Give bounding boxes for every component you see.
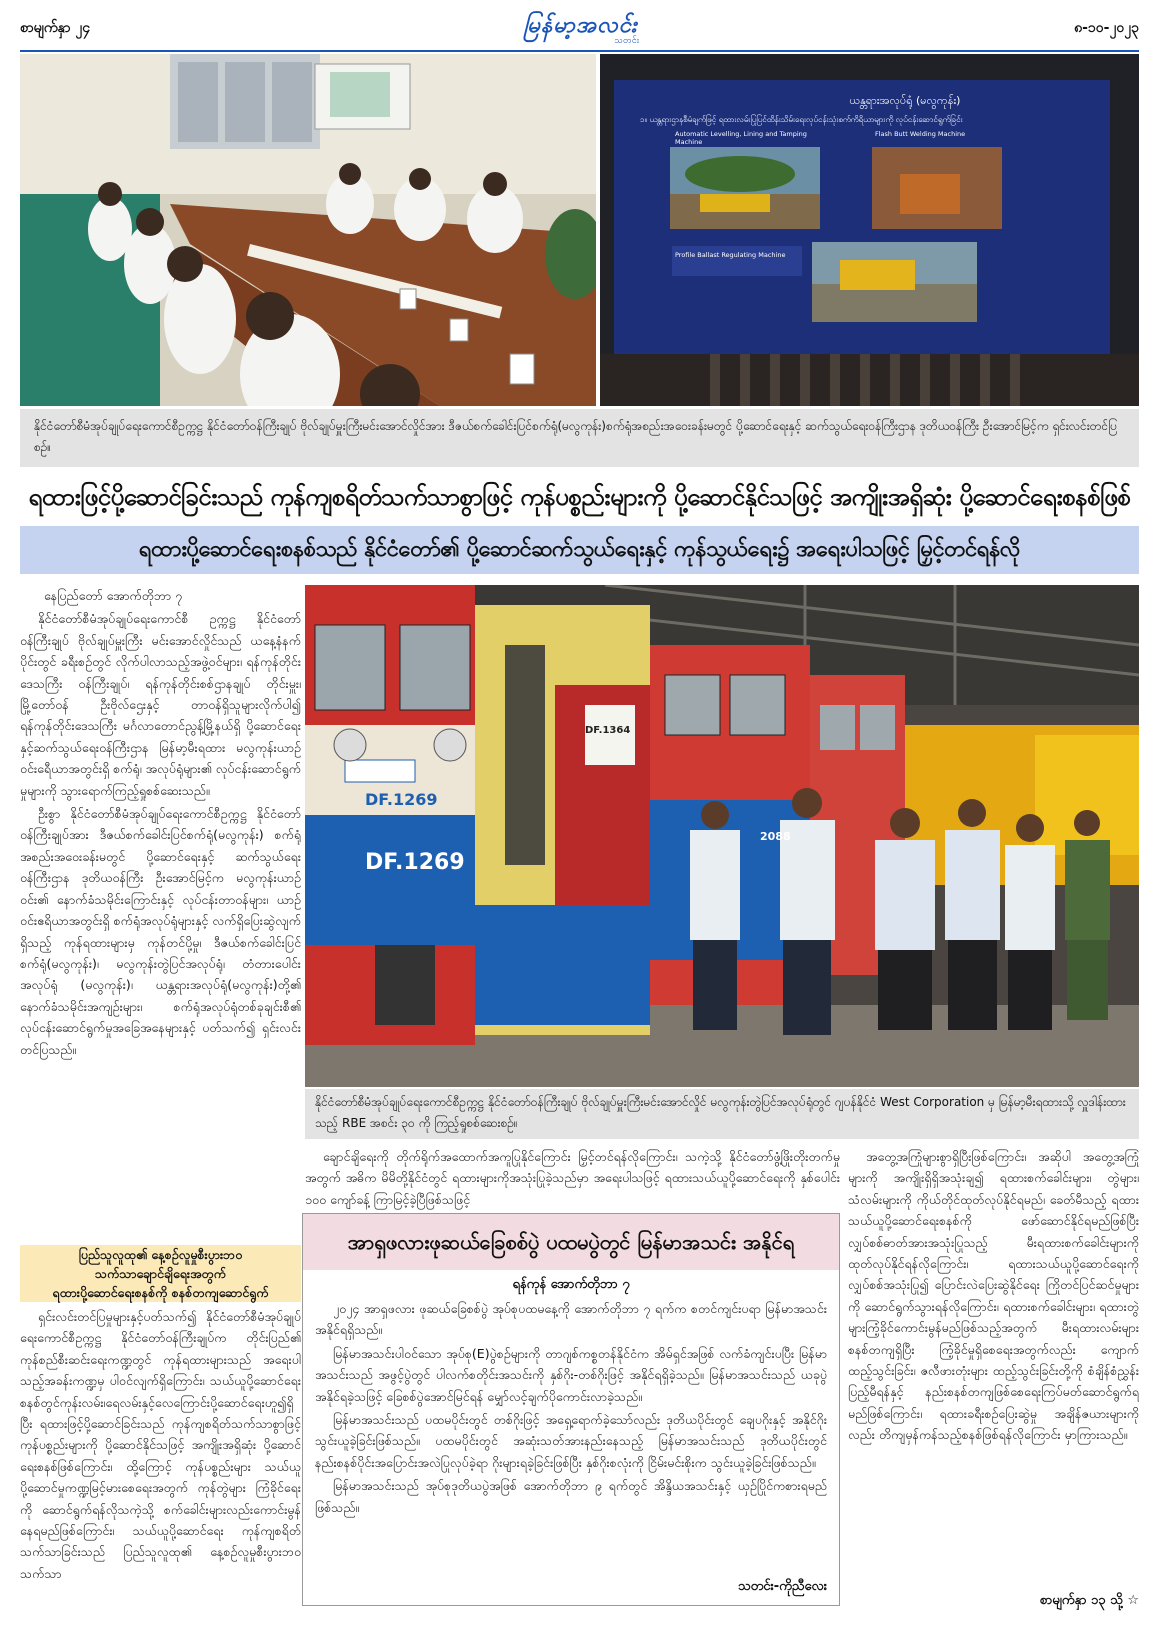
loco-number: DF.1269	[365, 850, 465, 875]
masthead-logo	[518, 10, 643, 46]
headline-secondary: ရထားပို့ဆောင်ရေးစနစ်သည် နိုင်ငံတော်၏ ပို့ဆောင်ဆက်သွယ်ရေးနှင့် ကုန်သွယ်ရေး၌ အရေးပါသဖြင့် မြှင့်တင်ရန်လို	[20, 526, 1139, 574]
headline-primary: ရထားဖြင့်ပို့ဆောင်ခြင်းသည် ကုန်ကျစရိတ်သက်သာစွာဖြင့် ကုန်ပစ္စည်းများကို ပို့ဆောင်နိုင်သဖြင့် အကျိုးအရှိဆုံး ပို့ဆောင်ရေးစနစ်ဖြစ်	[28, 483, 1131, 511]
meeting-photo	[20, 54, 596, 406]
slide-box3-label: Profile Ballast Regulating Machine	[675, 251, 786, 259]
article-paragraph: ရှင်းလင်းတင်ပြမှုများနှင့်ပတ်သက်၍ နိုင်ငံတော်စီမံအုပ်ချုပ်ရေးကောင်စီဥက္ကဋ္ဌ နိုင်ငံတော်ဝန်ကြီးချုပ်က တိုင်းပြည်၏ ကုန်စည်စီးဆင်းရေးကဏ္ဍတွင် ကုန်ရထားများသည် အရေးပါသည့်အခန်းကဏ္ဍမှ ပါဝင်လျက်ရှိကြောင်း၊ သယ်ယူပို့ဆောင်ရေးစနစ်တွင်ကုန်းလမ်း၊ရေလမ်းနှင့်လေကြောင်းပို့ဆောင်ရေးဟူ၍ရှိပြီး ရထားဖြင့်ပို့ဆောင်ခြင်းသည် ကုန်ကျစရိတ်သက်သာစွာဖြင့် ကုန်ပစ္စည်းများကို ပို့ဆောင်နိုင်သဖြင့် အကျိုးအရှိဆုံး ပို့ဆောင်ရေးစနစ်ဖြစ်ကြောင်း၊ ထို့ကြောင့် ကုန်ပစ္စည်းများ သယ်ယူပို့ဆောင်မှုကဏ္ဍမြင့်မားစေရေးအတွက် ကုန်တွဲများ ကြံခိုင်ရေးကို ဆောင်ရွက်ရန်လိုသကဲ့သို့ စက်ခေါင်းများလည်းကောင်းမွန်နေရမည်ဖြစ်ကြောင်း၊ သယ်ယူပို့ဆောင်ရေး ကုန်ကျစရိတ်သက်သာခြင်းသည် ပြည်သူလူထု၏ နေ့စဉ်လူမှုစီးပွားဘဝ သက်သာ	[20, 1309, 301, 1581]
article-left-column-continued	[20, 1306, 301, 1610]
presentation-photo	[600, 54, 1139, 406]
slide-title: ယန္တရားအလုပ်ရုံ (မလွကုန်း)	[849, 94, 961, 107]
locomotive-inspection-photo	[305, 585, 1139, 1087]
football-article-dateline: ရန်ကုန် အောက်တိုဘာ ၇	[512, 1277, 630, 1292]
slide-lead: ၁။ ယန္တရားဌာနစီမံချက်ဖြင့် ရထားလမ်းပြုပြင်ထိန်းသိမ်းရေးလုပ်ငန်းသုံးစက်ကိရိယာများကို လုပ်ငန်းဆောင်ရွက်ခြင်း	[640, 115, 963, 124]
article-middle-column	[305, 1146, 840, 1210]
article-left-column	[20, 585, 301, 1243]
article-right-column	[848, 1146, 1139, 1588]
football-article-body	[315, 1298, 827, 1520]
subheading-line: ရထားပို့ဆောင်ရေးစနစ်ကို စနစ်တကျဆောင်ရွက်	[52, 1285, 269, 1300]
loco-number: DF.1364	[585, 725, 631, 736]
article-paragraph: အတွေ့အကြုံများစွာရှိပြီးဖြစ်ကြောင်း၊ အဆိုပါ အတွေ့အကြုံများကို အကျိုးရှိရှိအသုံးချ၍ ရထားစက်ခေါင်းများ၊ တွဲများ၊ သံလမ်းများကို ကိုယ်တိုင်ထုတ်လုပ်နိုင်ရမည်၊ ခေတ်မီသည့် ရထားသယ်ယူပို့ဆောင်ရေးစနစ်ကို ဖော်ဆောင်နိုင်ရမည်ဖြစ်ပြီး လျှပ်စစ်ဓာတ်အားအသုံးပြုသည့် မီးရထားစက်ခေါင်းများကို ထုတ်လုပ်နိုင်ရန်လိုကြောင်း၊ ရထားသယ်ယူပို့ဆောင်ရေးကို လျှပ်စစ်အသုံးပြု၍ ပြောင်းလဲပြေးဆွဲနိုင်ရေး ကြိုတင်ပြင်ဆင်မှုများကို ဆောင်ရွက်သွားရန်လိုကြောင်း၊ ရထားစက်ခေါင်းများ၊ ရထားတွဲများကြံ့ခိုင်ကောင်းမွန်မည်ဖြစ်သည့်အတွက် မီးရထားလမ်းများ စနစ်တကျရှိပြီး ကြံ့ခိုင်မှုရှိစေရေးအတွက်လည်း ကျောက်ထည့်သွင်းခြင်း၊ ဇလီဖားတုံးများ ထည့်သွင်းခြင်းတို့ကို စံချိန်စံညွှန်းပြည့်မီရန်နှင့် နည်းစနစ်တကျဖြစ်စေရေးကြပ်မတ်ဆောင်ရွက်ရမည်ဖြစ်ကြောင်း၊ ရထားခရီးစဉ်ပြေးဆွဲမှု အချိန်ဇယားများကိုလည်း တိကျမှန်ကန်သည့်စနစ်ဖြစ်ရန်လိုကြောင်း မှာကြားသည်။	[848, 1149, 1139, 1443]
article-paragraph: မြန်မာအသင်းသည် အုပ်စုဒုတိယပွဲအဖြစ် အောက်တိုဘာ ၉ ရက်တွင် အိန္ဒိယအသင်းနှင့် ယှဉ်ပြိုင်ကစားရမည်ဖြစ်သည်။	[315, 1478, 827, 1515]
article-paragraph: မြန်မာအသင်းပါဝင်သော အုပ်စု(E)ပွဲစဉ်များကို တာဂျစ်ကစ္စတန်နိုင်ငံက အိမ်ရှင်အဖြစ် လက်ခံကျင်းပပြီး မြန်မာအသင်းသည် အဖွင့်ပွဲတွင် ပါလက်စတိုင်းအသင်းကို နှစ်ဂိုး-တစ်ဂိုးဖြင့် အနိုင်ရရှိခဲ့သည်။ မြန်မာအသင်းသည် ယခုပွဲအနိုင်ရခဲ့သဖြင့် ခြေစစ်ပွဲအောင်မြင်ရန် မျှော်လင့်ချက်ပိုကောင်းလာခဲ့သည်။	[315, 1345, 827, 1404]
page-number: စာမျက်နှာ ၂၄	[20, 20, 91, 36]
article-paragraph: ချောင်ချိရေးကို တိုက်ရိုက်အထောက်အကူပြုနိုင်ကြောင်း မြှင့်တင်ရန်လိုကြောင်း၊ သကဲ့သို့ နိုင်ငံတော်ဖွံ့ဖြိုးတိုးတက်မှုအတွက် အဓိက မိမိတို့နိုင်ငံတွင် ရထားများကိုအသုံးပြုခဲ့သည်မှာ အရေးပါသဖြင့် ရထားသယ်ယူပို့ဆောင်ရေးကို နှစ်ပေါင်း ၁၀၀ ကျော်ခန့် ကြာမြင့်ခဲ့ပြီဖြစ်သဖြင့်	[305, 1149, 840, 1207]
football-article-box	[302, 1213, 840, 1606]
article-paragraph: နိုင်ငံတော်စီမံအုပ်ချုပ်ရေးကောင်စီ ဥက္ကဋ္ဌ နိုင်ငံတော်ဝန်ကြီးချုပ် ဗိုလ်ချုပ်မှူးကြီး မင်းအောင်လှိုင်သည် ယနေ့နံနက်ပိုင်းတွင် ခရီးစဉ်တွင် လိုက်ပါလာသည့်အဖွဲ့ဝင်များ၊ ရန်ကုန်တိုင်းဒေသကြီး ဝန်ကြီးချုပ်၊ ရန်ကုန်တိုင်းစစ်ဌာနချုပ် တိုင်းမှူး၊ မြို့တော်ဝန် ဦးဗိုလ်ဌေးနှင့် တာဝန်ရှိသူများလိုက်ပါ၍ ရန်ကုန်တိုင်းဒေသကြီး မင်္ဂလာတောင်ညွန့်မြို့နယ်ရှိ ပို့ဆောင်ရေးနှင့်ဆက်သွယ်ရေးဝန်ကြီးဌာန မြန်မာ့မီးရထား မလွကုန်းယာဉ်ဝင်းရေီယာအတွင်းရှိ စက်ရုံ၊ အလုပ်ရုံများ၏ လုပ်ငန်းဆောင်ရွက်မှုများကို သွားရောက်ကြည့်ရှုစစ်ဆေးသည်။	[20, 611, 301, 798]
top-photo-caption: နိုင်ငံတော်စီမံအုပ်ချုပ်ရေးကောင်စီဥက္ကဋ္ဌ နိုင်ငံတော်ဝန်ကြီးချုပ် ဗိုလ်ချုပ်မှူးကြီးမင်းအောင်လှိုင်အား ဒီဇယ်စက်ခေါင်းပြင်စက်ရုံ(မလွကုန်း)စက်ရုံအစည်းအဝေးခန်းမတွင် ပို့ဆောင်ရေးနှင့် ဆက်သွယ်ရေးဝန်ကြီးဌာန ဒုတိယဝန်ကြီး ဦးအောင်မြင့်က ရှင်းလင်းတင်ပြစဉ်။	[20, 409, 1139, 467]
subheading-line: သက်သာချောင်ချိရေးအတွက်	[95, 1266, 226, 1281]
slide-box2-label: Flash Butt Welding Machine	[875, 130, 966, 138]
main-photo-caption: နိုင်ငံတော်စီမံအုပ်ချုပ်ရေးကောင်စီဥက္ကဋ္ဌ နိုင်ငံတော်ဝန်ကြီးချုပ် ဗိုလ်ချုပ်မှူးကြီးမင်းအောင်လှိုင် မလွကုန်းတွဲပြင်အလုပ်ရုံတွင် ဂျပန်နိုင်ငံ West Corporation မှ မြန်မာ့မီးရထားသို့ လှူဒါန်းထားသည့် RBE အစင်း ၃၀ ကို ကြည့်ရှုစစ်ဆေးစဉ်။	[305, 1089, 1139, 1139]
loco-number: 2088	[760, 830, 791, 843]
header-rule	[20, 50, 1139, 52]
football-article-title: အာရှဖလားဖုဆယ်ခြေစစ်ပွဲ ပထမပွဲတွင် မြန်မာအသင်း အနိုင်ရ	[303, 1214, 839, 1270]
article-dateline: နေပြည်တော် အောက်တိုဘာ ၇	[44, 588, 183, 603]
page-header	[20, 10, 1139, 50]
article-paragraph: ဦးစွာ နိုင်ငံတော်စီမံအုပ်ချုပ်ရေးကောင်စီဥက္ကဋ္ဌ နိုင်ငံတော်ဝန်ကြီးချုပ်အား ဒီဇယ်စက်ခေါင်းပြင်စက်ရုံ(မလွကုန်း) စက်ရုံအစည်းအဝေးခန်းမတွင် ပို့ဆောင်ရေးနှင့် ဆက်သွယ်ရေးဝန်ကြီးဌာန ဒုတိယဝန်ကြီး ဦးအောင်မြင့်က မလွကုန်းယာဉ်ဝင်း၏ နောက်ခံသမိုင်းကြောင်းနှင့် လုပ်ငန်းတာဝန်များ၊ ယာဉ်ဝင်းဧရိယာအတွင်းရှိ စက်ရုံအလုပ်ရုံများနှင့် လက်ရှိပြေးဆွဲလျက်ရှိသည့် ကုန်ရထားများမှ ကုန်တင်ပို့မှု၊ ဒီဇယ်စက်ခေါင်းပြင်စက်ရုံ(မလွကုန်း)၊ မလွကုန်းတွဲပြင်အလုပ်ရုံ၊ တံတားပေါင်းအလုပ်ရုံ (မလွကုန်း)၊ ယန္တရားအလုပ်ရုံ(မလွကုန်း)တို့၏ နောက်ခံသမိုင်းအကျဉ်းများ၊ စက်ရုံအလုပ်ရုံတစ်ခုချင်းစီ၏ လုပ်ငန်းဆောင်ရွက်မှုအခြေအနေများနှင့် ပတ်သက်၍ ရှင်းလင်းတင်ပြသည်။	[20, 806, 301, 1057]
article-paragraph: မြန်မာအသင်းသည် ပထမပိုင်းတွင် တစ်ဂိုးဖြင့် အရှေ့ရောက်ခဲ့သော်လည်း ဒုတိယပိုင်းတွင် ချေပဂိုးနှင့် အနိုင်ဂိုးသွင်းယူခဲ့ခြင်းဖြစ်သည်။ ပထမပိုင်းတွင် အဆုံးသတ်အားနည်းနေသည့် မြန်မာအသင်းသည် ဒုတိယပိုင်းတွင် နည်းစနစ်ပိုင်းအပြောင်းအလဲပြုလုပ်ခဲ့ရာ ဂိုးများရခဲ့ခြင်းဖြစ်ပြီး နှစ်ဂိုးစလုံးကို ငြိမ်းမင်းစိုးက သွင်းယူခဲ့ခြင်းဖြစ်သည်။	[315, 1412, 827, 1470]
loco-number: DF.1269	[365, 790, 438, 809]
subheading-box	[20, 1245, 301, 1302]
continued-on-page: စာမျက်နှာ ၁၃ သို့ ☆	[1039, 1593, 1139, 1608]
football-article-byline: သတင်း-ကိုညီလေး	[738, 1579, 827, 1594]
article-paragraph: ၂၀၂၄ အာရှဖလား ဖုဆယ်ခြေစစ်ပွဲ အုပ်စုပထမနေ့ကို အောက်တိုဘာ ၇ ရက်က စတင်ကျင်းပရာ မြန်မာအသင်းအနိုင်ရရှိသည်။	[315, 1301, 827, 1338]
subheading-line: ပြည်သူလူထု၏ နေ့စဉ်လူမှုစီးပွားဘဝ	[78, 1247, 243, 1262]
logo-text: မြန်မာ့အလင်း	[523, 13, 638, 38]
slide-box1-label: Automatic Levelling, Lining and Tamping Machine	[675, 130, 807, 146]
logo-subtext: သတင်း	[614, 36, 639, 46]
issue-date: ၈-၁၀-၂၀၂၃	[1074, 20, 1139, 36]
